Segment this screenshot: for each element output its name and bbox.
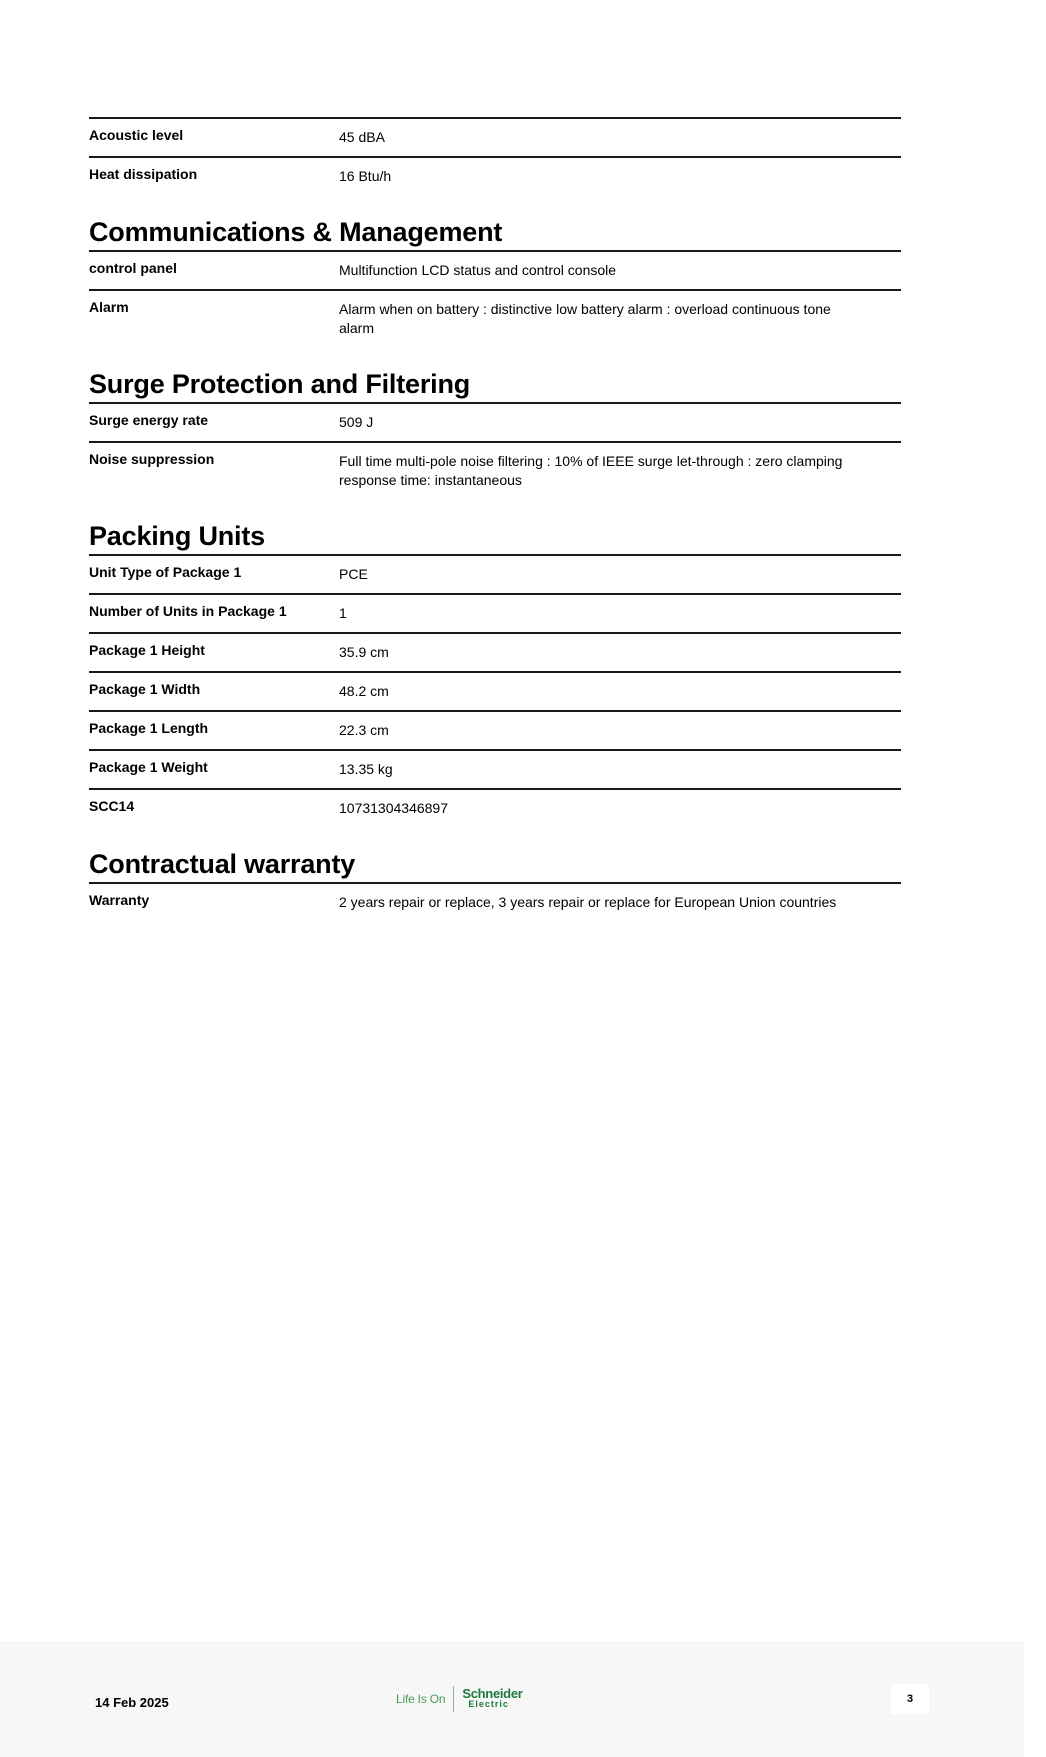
spec-label: Heat dissipation [89,166,198,182]
page-number: 3 [891,1684,929,1714]
section-title-contractual-warranty: Contractual warranty [89,849,356,879]
spec-row-heat-dissipation [89,156,901,195]
spec-row-package-width [89,671,901,710]
spec-label: Package 1 Length [89,720,209,736]
logo-brand-name: Schneider [462,1686,523,1701]
page-footer [0,1641,1024,1757]
spec-value: Multifunction LCD status and control console [339,262,617,278]
spec-value: 13.35 kg [339,761,393,777]
spec-value: 10731304346897 [339,800,449,816]
spec-label: Acoustic level [89,127,184,143]
spec-row-package-height [89,632,901,671]
spec-value: 16 Btu/h [339,168,392,184]
spec-label: Warranty [89,892,150,908]
spec-value: 1 [339,605,347,621]
section-title-packing-units: Packing Units [89,521,265,551]
spec-row-warranty [89,882,901,921]
spec-label: control panel [89,260,177,276]
spec-row-package-length [89,710,901,749]
spec-row-scc14 [89,788,901,827]
spec-value: 35.9 cm [339,644,389,660]
spec-content [89,117,901,921]
spec-row-control-panel [89,250,901,289]
spec-row-acoustic-level [89,117,901,156]
spec-label: Surge energy rate [89,412,209,428]
spec-value: 22.3 cm [339,722,389,738]
spec-label: SCC14 [89,798,135,814]
spec-value: 48.2 cm [339,683,389,699]
logo-brand-sub: Electric [468,1699,509,1709]
spec-value: 2 years repair or replace, 3 years repair or replace for European Union countries [339,894,837,910]
section-title-surge-protection: Surge Protection and Filtering [89,369,471,399]
spec-label: Package 1 Width [89,681,201,697]
section-title-communications: Communications & Management [89,217,503,247]
logo-tagline: Life Is On [396,1692,446,1706]
schneider-electric-logo [396,1684,523,1714]
spec-row-noise-suppression [89,441,901,499]
spec-value: PCE [339,566,368,582]
spec-label: Package 1 Weight [89,759,208,775]
spec-row-unit-type [89,554,901,593]
spec-label: Noise suppression [89,451,215,467]
spec-value: Full time multi-pole noise filtering : 10% of IEEE surge let-through : zero clamping response time: instantaneous [339,453,843,488]
spec-value: Alarm when on battery : distinctive low battery alarm : overload continuous tone alarm [339,301,831,336]
spec-row-alarm [89,289,901,347]
logo-brand [462,1688,522,1710]
spec-label: Unit Type of Package 1 [89,564,242,580]
spec-label: Number of Units in Package 1 [89,603,287,619]
spec-row-surge-energy-rate [89,402,901,441]
spec-row-number-of-units [89,593,901,632]
spec-value: 45 dBA [339,129,385,145]
footer-date: 14 Feb 2025 [95,1695,169,1710]
logo-divider [453,1686,454,1712]
spec-label: Alarm [89,299,129,315]
spec-value: 509 J [339,414,374,430]
spec-label: Package 1 Height [89,642,205,658]
spec-row-package-weight [89,749,901,788]
